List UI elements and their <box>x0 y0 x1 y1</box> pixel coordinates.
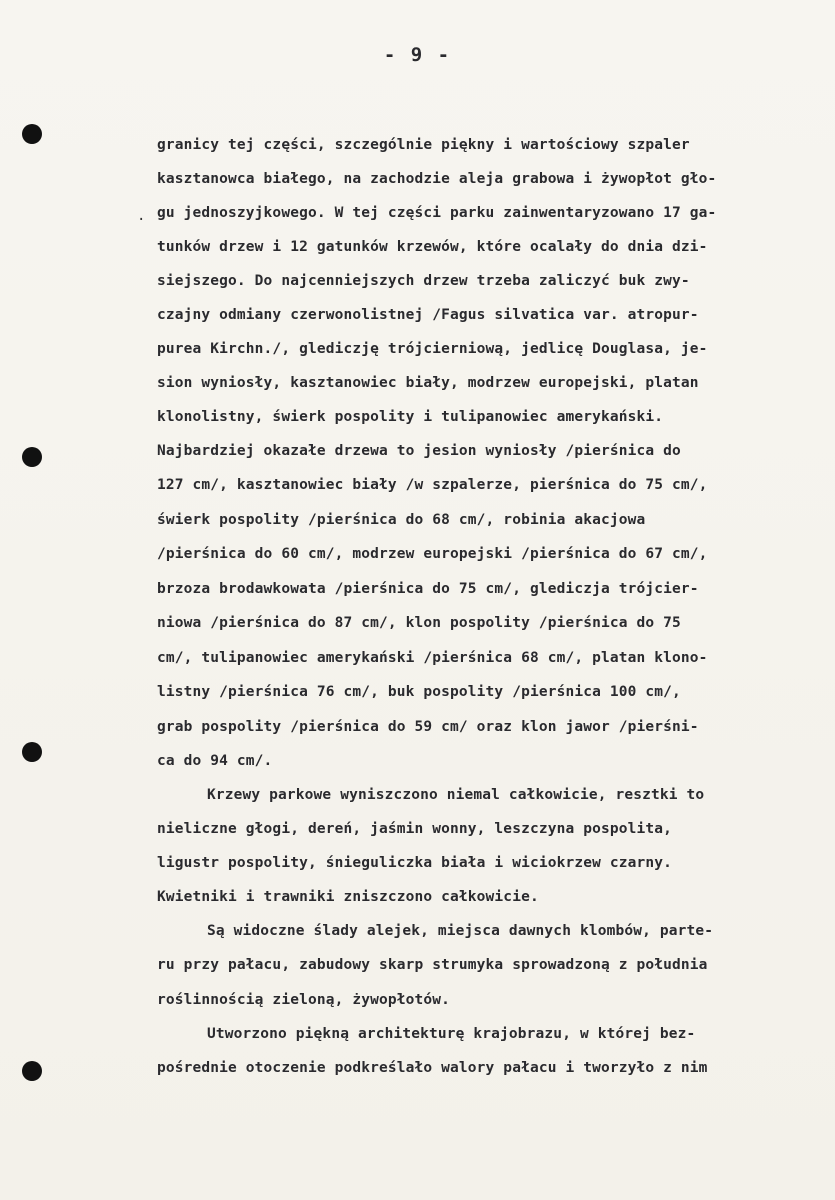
text-line: niowa /pierśnica do 87 cm/, klon pospolity /pierśnica do 75 <box>157 615 681 631</box>
ink-speck: . <box>137 208 146 224</box>
text-line: nieliczne głogi, dereń, jaśmin wonny, leszczyna pospolita, <box>157 821 673 837</box>
text-line: purea Kirchn./, glediczję trójcierniową, jedlicę Douglasa, je- <box>157 341 708 357</box>
text-line: tunków drzew i 12 gatunków krzewów, które ocalały do dnia dzi- <box>157 239 708 255</box>
text-line: czajny odmiany czerwonolistnej /Fagus silvatica var. atropur- <box>157 307 699 323</box>
text-line: Krzewy parkowe wyniszczono niemal całkowicie, resztki to <box>207 787 705 803</box>
punch-hole <box>22 447 42 467</box>
text-line: /pierśnica do 60 cm/, modrzew europejski /pierśnica do 67 cm/, <box>157 546 708 562</box>
text-line: cm/, tulipanowiec amerykański /pierśnica 68 cm/, platan klono- <box>157 650 708 666</box>
text-line: sion wyniosły, kasztanowiec biały, modrzew europejski, platan <box>157 375 699 391</box>
text-line: Najbardziej okazałe drzewa to jesion wyniosły /pierśnica do <box>157 443 681 459</box>
punch-hole <box>22 1061 42 1081</box>
text-line: 127 cm/, kasztanowiec biały /w szpalerze, pierśnica do 75 cm/, <box>157 477 708 493</box>
text-line: ru przy pałacu, zabudowy skarp strumyka sprowadzoną z południa <box>157 957 708 973</box>
text-line: pośrednie otoczenie podkreślało walory pałacu i tworzyło z nim <box>157 1060 708 1076</box>
text-line: kasztanowca białego, na zachodzie aleja grabowa i żywopłot gło- <box>157 171 717 187</box>
text-line: grab pospolity /pierśnica do 59 cm/ oraz klon jawor /pierśni- <box>157 719 699 735</box>
text-line: granicy tej części, szczególnie piękny i wartościowy szpaler <box>157 137 690 153</box>
text-line: ca do 94 cm/. <box>157 753 273 769</box>
text-line: świerk pospolity /pierśnica do 68 cm/, robinia akacjowa <box>157 512 646 528</box>
text-line: brzoza brodawkowata /pierśnica do 75 cm/, glediczja trójcier- <box>157 581 699 597</box>
text-line: Kwietniki i trawniki zniszczono całkowicie. <box>157 889 539 905</box>
text-line: siejszego. Do najcenniejszych drzew trzeba zaliczyć buk zwy- <box>157 273 690 289</box>
text-line: Są widoczne ślady alejek, miejsca dawnych klombów, parte- <box>207 923 714 939</box>
text-line: listny /pierśnica 76 cm/, buk pospolity /pierśnica 100 cm/, <box>157 684 681 700</box>
text-line: klonolistny, świerk pospolity i tulipanowiec amerykański. <box>157 409 664 425</box>
text-line: ligustr pospolity, śnieguliczka biała i wiciokrzew czarny. <box>157 855 673 871</box>
page-number: - 9 - <box>383 44 452 66</box>
punch-hole <box>22 742 42 762</box>
text-line: gu jednoszyjkowego. W tej części parku zainwentaryzowano 17 ga- <box>157 205 717 221</box>
text-line: roślinnością zieloną, żywopłotów. <box>157 992 451 1008</box>
text-line: Utworzono piękną architekturę krajobrazu, w której bez- <box>207 1026 696 1042</box>
punch-hole <box>22 124 42 144</box>
